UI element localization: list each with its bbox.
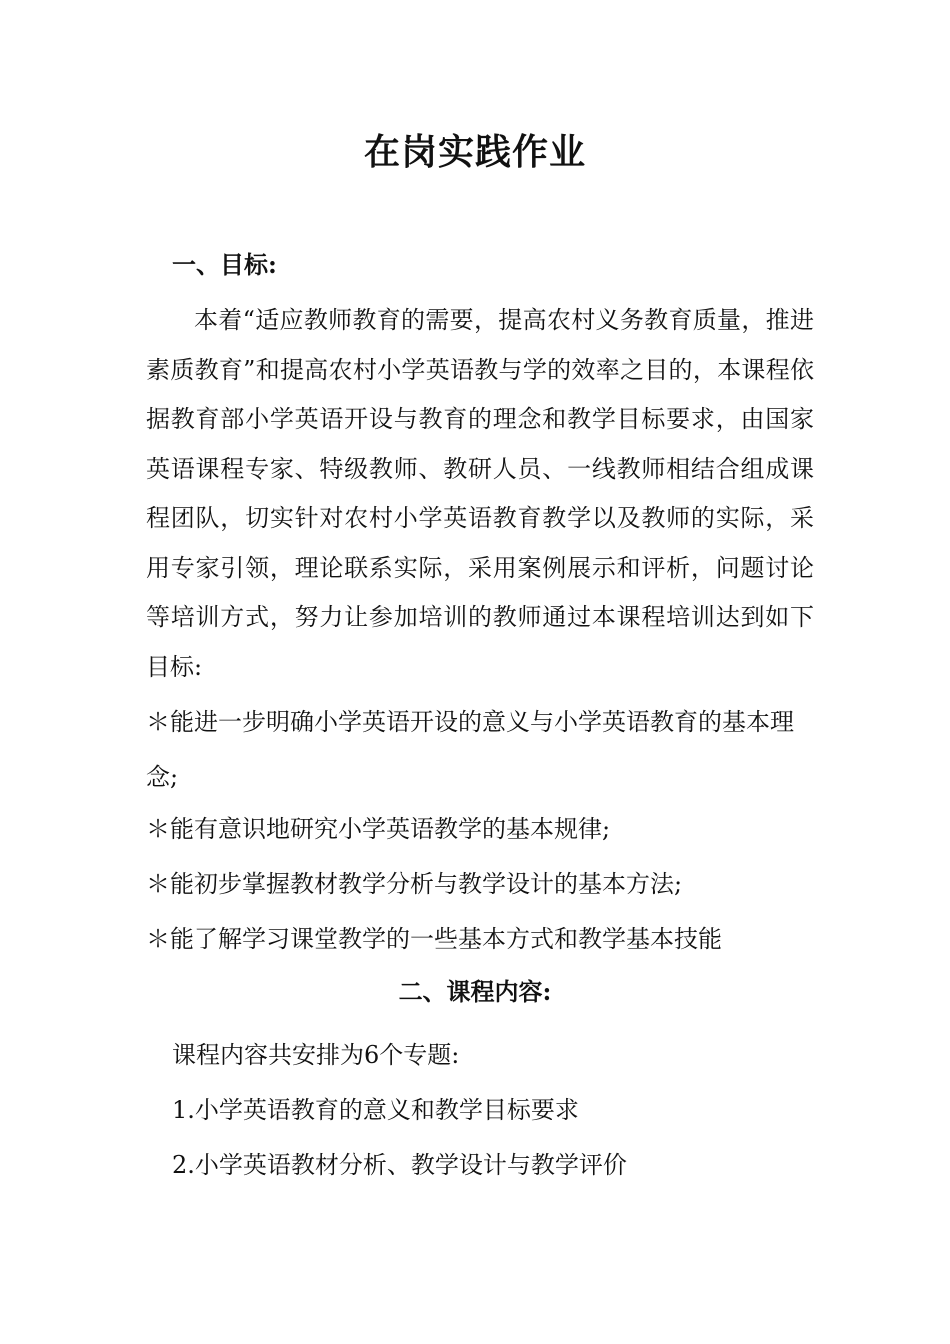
goal-bullet: ＊能进一步明确小学英语开设的意义与小学英语教育的基本理念; bbox=[146, 708, 794, 791]
course-topic-item: 2.小学英语教材分析、教学设计与教学评价 bbox=[172, 1151, 627, 1179]
goal-bullet: ＊能有意识地研究小学英语教学的基本规律; bbox=[146, 815, 611, 843]
course-topic-item: 1.小学英语教育的意义和教学目标要求 bbox=[172, 1096, 579, 1124]
section-heading-course-content: 二、课程内容: bbox=[398, 977, 552, 1006]
goal-bullet: ＊能了解学习课堂教学的一些基本方式和教学基本技能 bbox=[146, 925, 722, 953]
goal-bullet: ＊能初步掌握教材教学分析与教学设计的基本方法; bbox=[146, 870, 683, 898]
section-heading-goals: 一、目标: bbox=[172, 250, 277, 279]
document-title: 在岗实践作业 bbox=[363, 131, 586, 173]
course-content-intro: 课程内容共安排为6个专题: bbox=[172, 1041, 460, 1069]
goals-paragraph: 本着“适应教师教育的需要，提高农村义务教育质量，推进素质教育”和提高农村小学英语教与学的效率之目的，本课程依据教育部小学英语开设与教育的理念和教学目标要求，由国家英语课程专家、特级教师、教研人员、一线教师相结合组成课程团队，切实针对农村小学英语教育教学以及教师的实际，采用专家引领，理论联系实际，采用案例展示和评析，问题讨论等培训方式，努力让参加培训的教师通过本课程培训达到如下目标: bbox=[146, 306, 814, 681]
